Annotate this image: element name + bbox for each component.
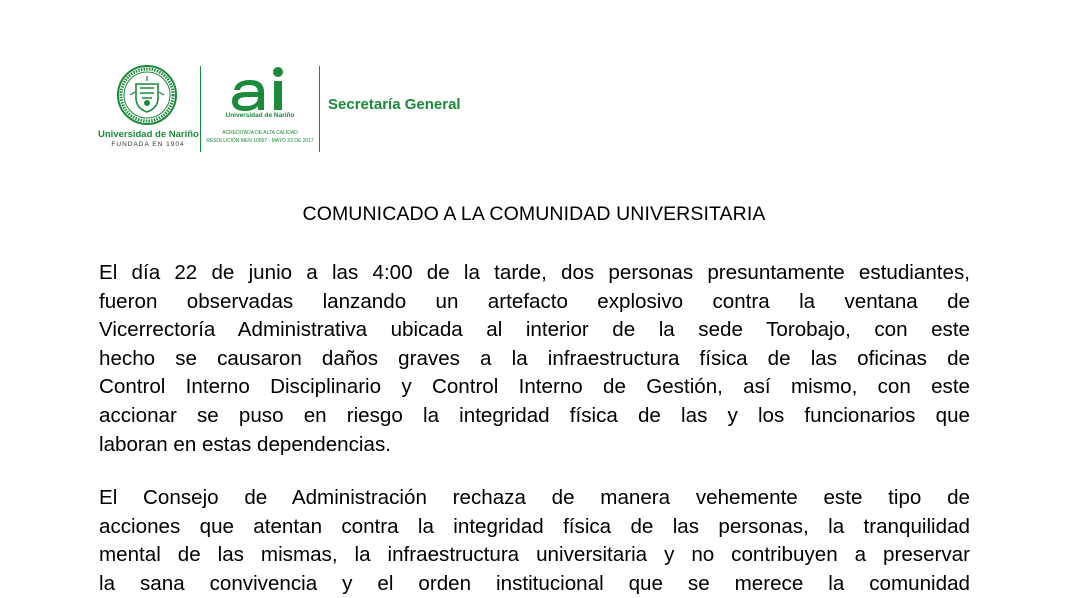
text-line: El día 22 de junio a las 4:00 de la tarde, dos personas presuntamente estudiantes, [99, 261, 970, 284]
founded-text: FUNDADA EN 1904 [111, 141, 185, 148]
text-line: la sana convivencia y el orden institucional que se merece la comunidad [99, 571, 970, 595]
accreditation-university-name: Universidad de Nariño [225, 112, 295, 119]
letterhead [98, 62, 518, 158]
document-title: COMUNICADO A LA COMUNIDAD UNIVERSITARIA [302, 203, 766, 225]
header-divider [200, 66, 201, 152]
university-name: Universidad de Nariño [98, 129, 199, 140]
text-line: mental de las mismas, la infraestructura universitaria y no contribuyen a preservar [99, 543, 970, 567]
text-line: accionar se puso en riesgo la integridad física de las y los funcionarios que [99, 403, 970, 427]
accreditation-resolution: RESOLUCIÓN MEN 10567 - MAYO 23 DE 2017 [206, 138, 314, 144]
text-line: El Consejo de Administración rechaza de manera vehemente este tipo de [99, 486, 970, 509]
university-logo [98, 62, 198, 154]
accreditation-text: ACREDITADA DE ALTA CALIDAD [222, 130, 298, 136]
text-line: Control Interno Disciplinario y Control Interno de Gestión, así mismo, con este [99, 375, 970, 399]
paragraph-2 [99, 484, 970, 598]
text-line: acciones que atentan contra la integridad física de las personas, la tranquilidad [99, 514, 970, 538]
text-line: fueron observadas lanzando un artefacto explosivo contra la ventana de [99, 289, 970, 313]
text-line: laboran en estas dependencias. [99, 432, 391, 456]
accreditation-logo [204, 62, 316, 156]
text-line: Vicerrectoría Administrativa ubicada al interior de la sede Torobajo, con este [99, 318, 970, 342]
department-name: Secretaría General [328, 96, 461, 113]
text-line: hecho se causaron daños graves a la infraestructura física de las oficinas de [99, 346, 970, 370]
paragraph-1 [99, 259, 970, 459]
university-seal-icon [116, 64, 178, 126]
header-divider [319, 66, 320, 152]
